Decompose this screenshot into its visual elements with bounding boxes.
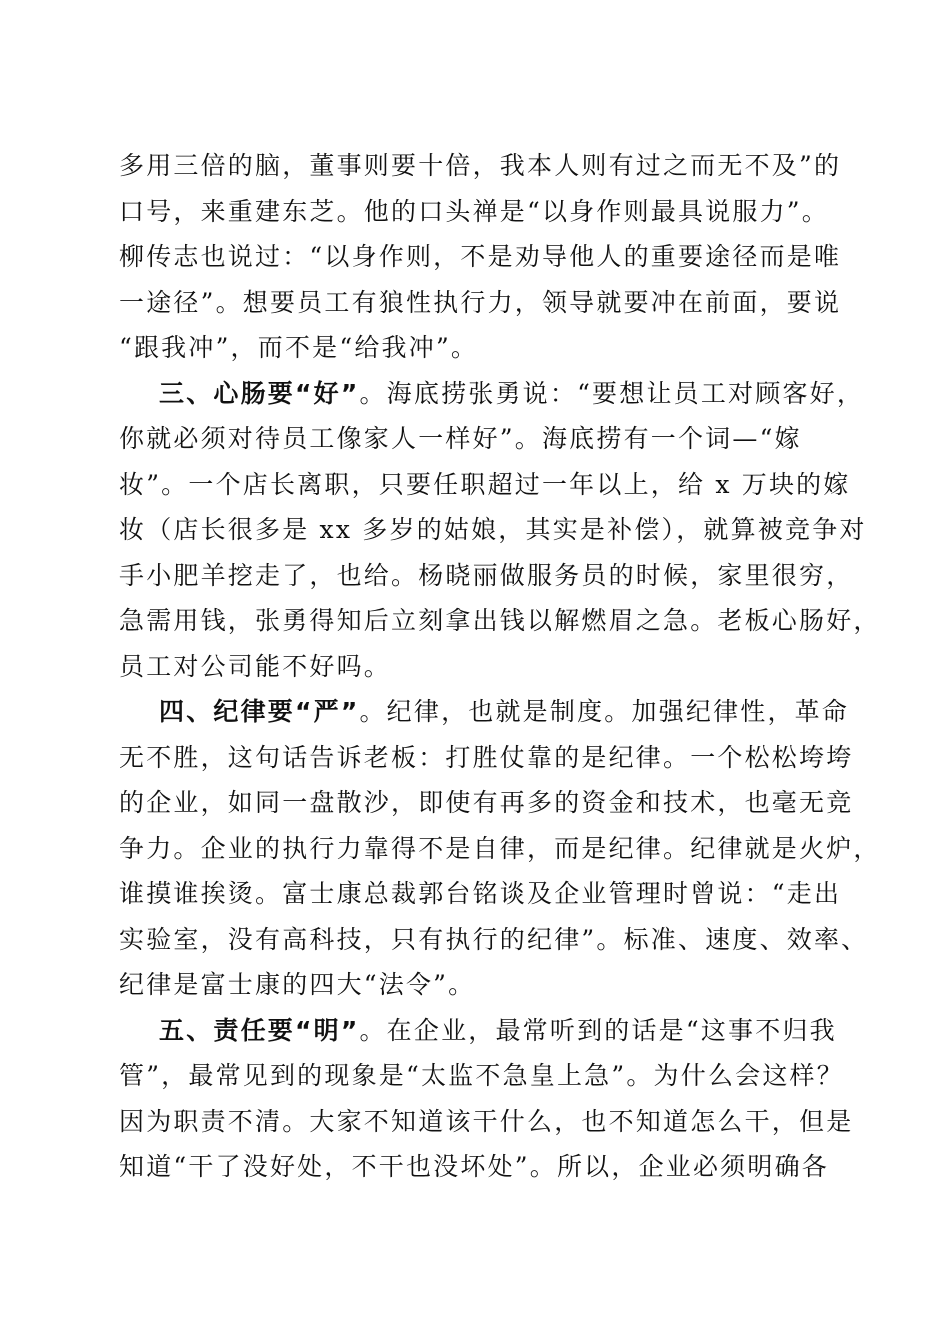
text-line: 柳传志也说过：“以身作则，不是劝导他人的重要途径而是唯 — [119, 242, 842, 271]
section-heading: 四、纪律要“严” — [159, 697, 360, 726]
text-line: 口号，来重建东芝。他的口头禅是“以身作则最具说服力”。 — [119, 196, 829, 226]
text-line: 因为职责不清。大家不知道该干什么，也不知道怎么干，但是 — [119, 1106, 854, 1136]
text-line: 妆（店长很多是 xx 多岁的姑娘，其实是补偿），就算被竞争对 — [119, 515, 867, 544]
section-line — [119, 371, 865, 417]
text-line: 纪律是富士康的四大“法令”。 — [119, 970, 476, 999]
text-line: “跟我冲”，而不是“给我冲”。 — [119, 333, 479, 362]
text-line: 的企业，如同一盘散沙，即使有再多的资金和技术，也毫无竞 — [119, 788, 854, 817]
section-text: 。纪律，也就是制度。加强纪律性，革命 — [359, 697, 850, 726]
section-line — [119, 689, 850, 735]
text-line: 无不胜，这句话告诉老板：打胜仗靠的是纪律。一个松松垮垮 — [119, 742, 854, 772]
section-text: 。在企业，最常听到的话是“这事不归我 — [359, 1015, 837, 1045]
text-line: 员工对公司能不好吗。 — [119, 651, 392, 681]
text-line: 知道“干了没好处，不干也没坏处”。所以，企业必须明确各 — [119, 1152, 829, 1181]
text-line: 实验室，没有高科技，只有执行的纪律”。标准、速度、效率、 — [119, 924, 869, 954]
section-heading: 三、心肠要“好” — [159, 378, 360, 408]
text-line: 手小肥羊挖走了，也给。杨晓丽做服务员的时候，家里很穷， — [119, 560, 854, 590]
section-line — [119, 1008, 837, 1054]
text-line: 争力。企业的执行力靠得不是自律，而是纪律。纪律就是火炉， — [119, 833, 881, 863]
text-line: 谁摸谁挨烫。富士康总裁郭台铭谈及企业管理时曾说：“走出 — [119, 879, 842, 908]
section-text: 。海底捞张勇说：“要想让员工对顾客好， — [359, 378, 865, 408]
text-line: 管”，最常见到的现象是“太监不急皇上急”。为什么会这样？ — [119, 1061, 844, 1090]
section-heading: 五、责任要“明” — [159, 1015, 360, 1045]
text-line: 一途径”。想要员工有狼性执行力，领导就要冲在前面，要说 — [119, 287, 842, 317]
document-page — [119, 143, 881, 1190]
text-line: 你就必须对待员工像家人一样好”。海底捞有一个词—“嫁 — [119, 424, 802, 453]
text-line: 妆”。一个店长离职，只要任职超过一年以上，给 x 万块的嫁 — [119, 469, 851, 499]
text-line: 多用三倍的脑，董事则要十倍，我本人则有过之而无不及”的 — [119, 151, 842, 180]
text-line: 急需用钱，张勇得知后立刻拿出钱以解燃眉之急。老板心肠好， — [119, 606, 881, 635]
